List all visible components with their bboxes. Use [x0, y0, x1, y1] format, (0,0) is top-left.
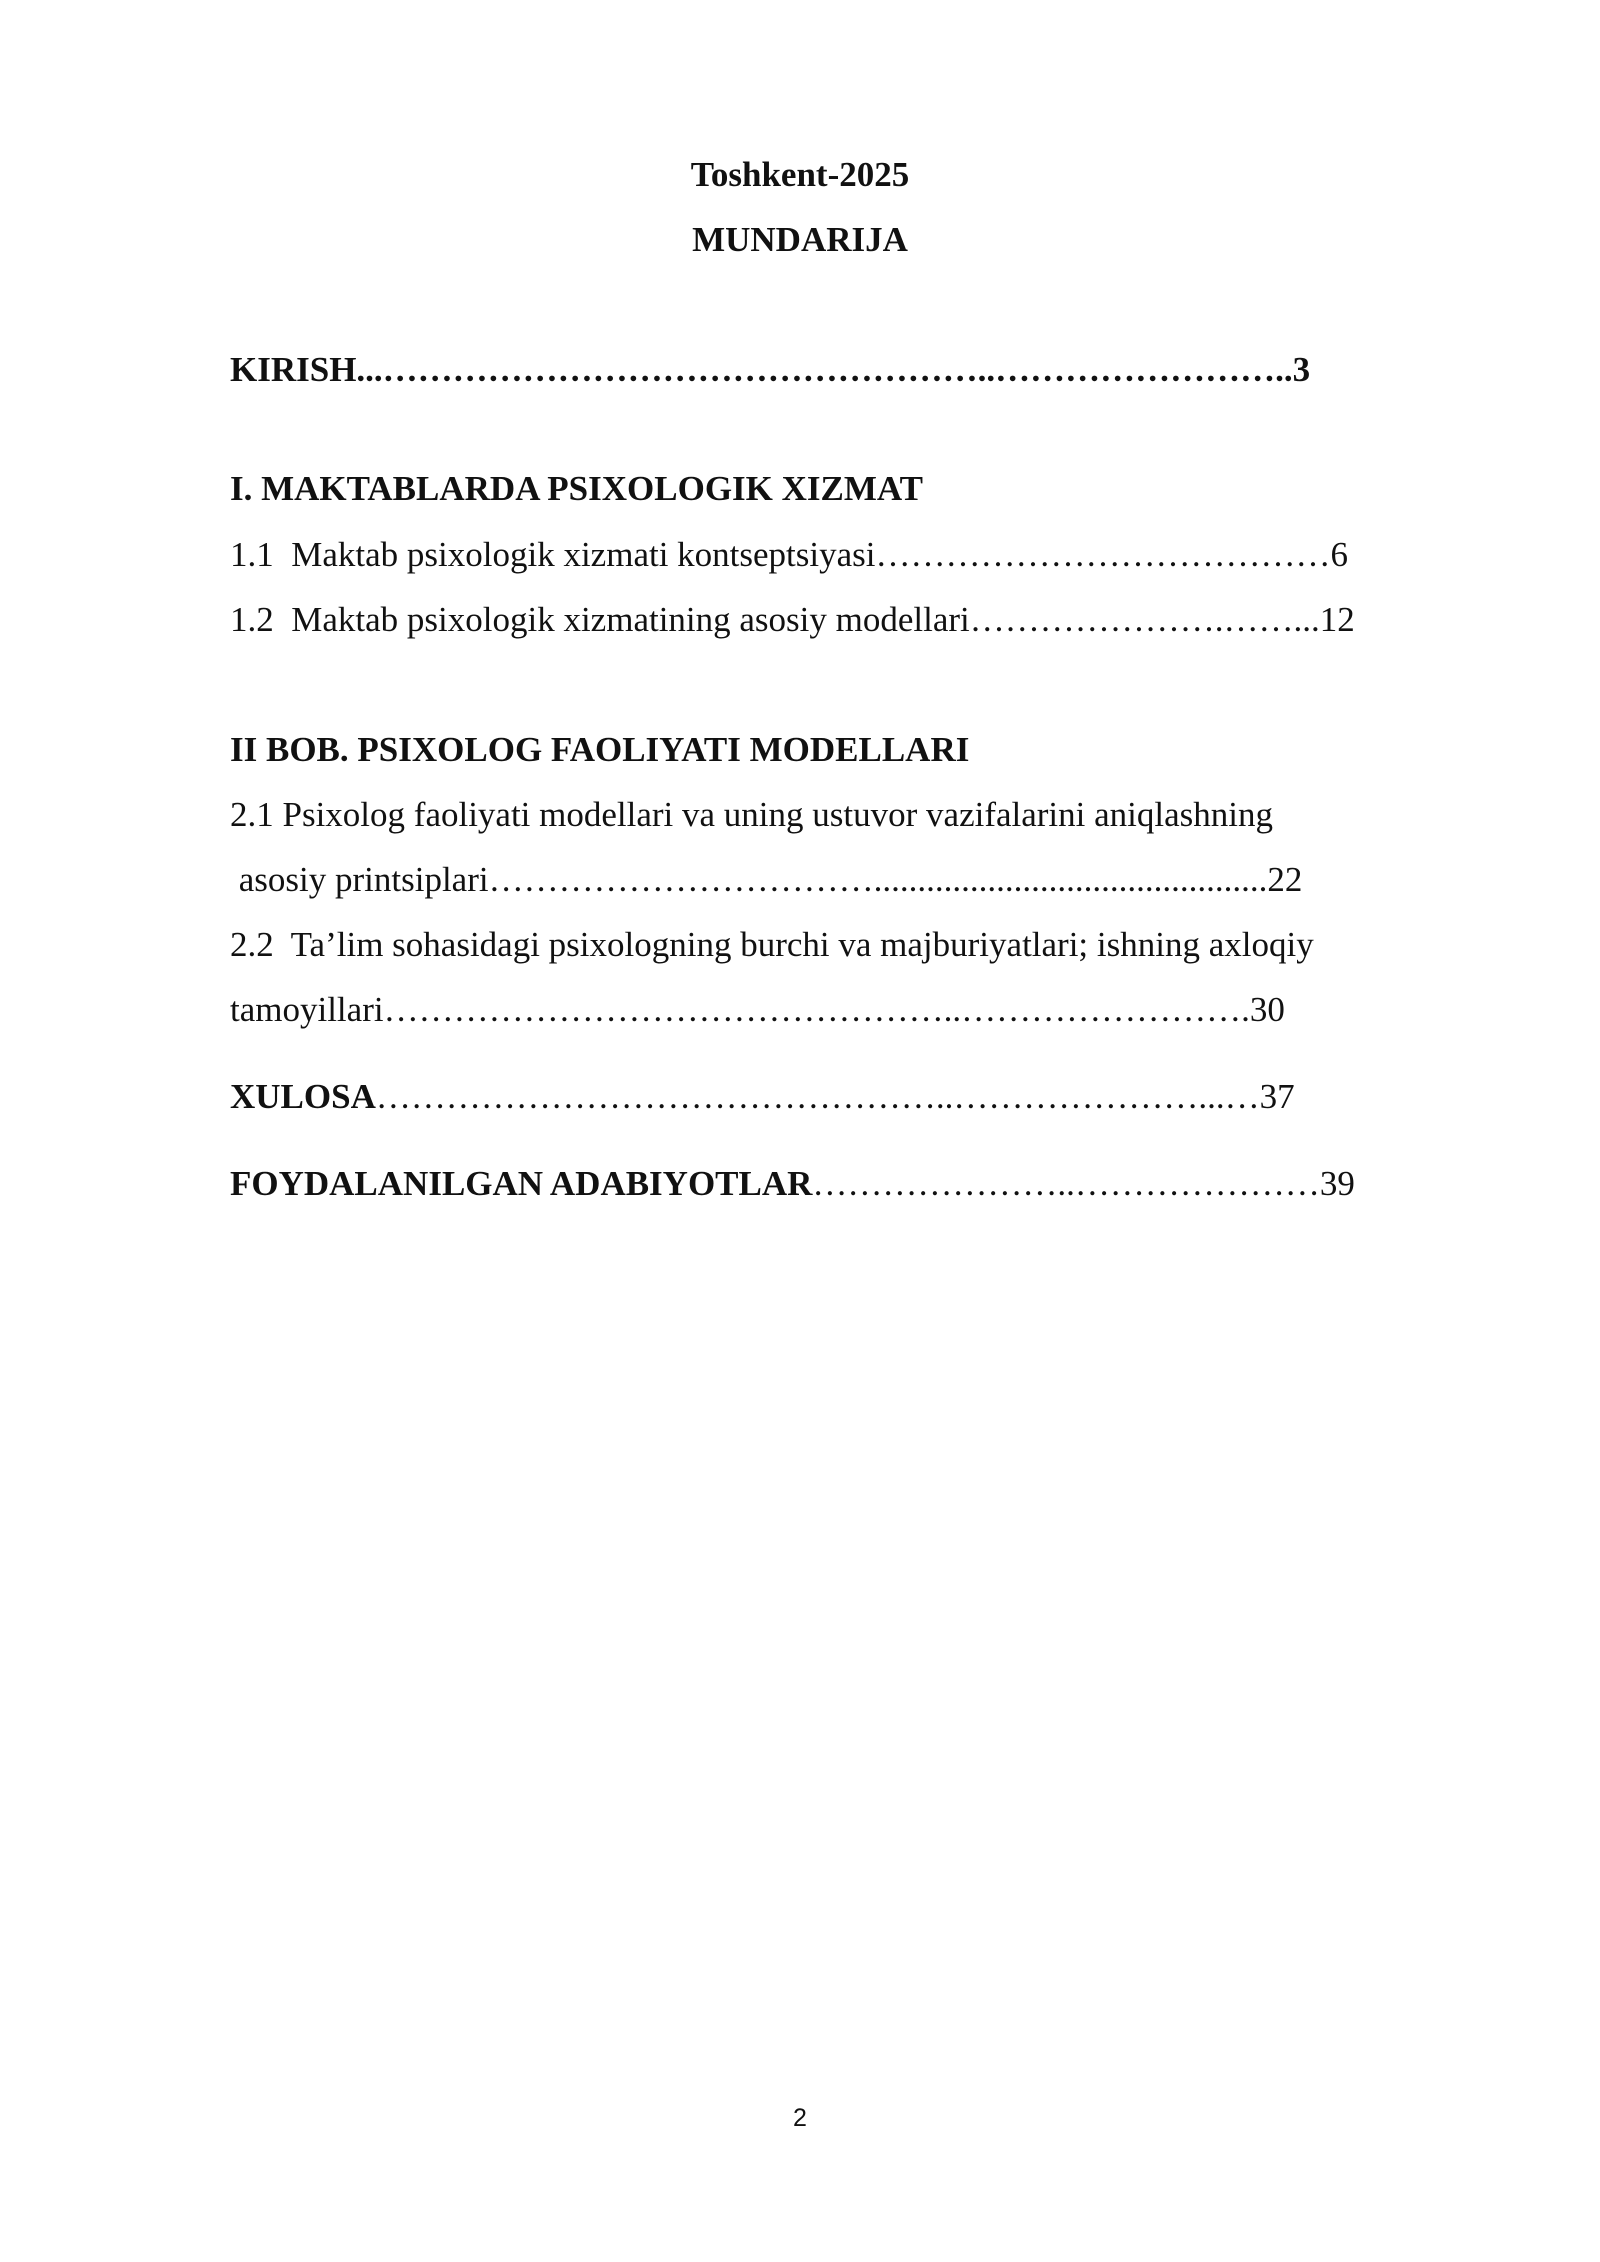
toc-references-label: FOYDALANILGAN ADABIYOTLAR [230, 1164, 813, 1203]
toc-conclusion-leader: …………………………………………..…………………...…37 [375, 1077, 1295, 1116]
toc-entry-conclusion [230, 1077, 1295, 1117]
toc-entry-1-1: 1.1 Maktab psixologik xizmati kontseptsiyasi…………………………………6 [230, 535, 1349, 574]
page-number: 2 [793, 2104, 807, 2132]
toc-entry-intro: KIRISH...……………………………………………..……………………..3 [230, 350, 1311, 389]
toc-conclusion-label: XULOSA [230, 1077, 376, 1116]
toc-chapter-2-title: II BOB. PSIXOLOG FAOLIYATI MODELLARI [230, 730, 970, 769]
toc-entry-1-2: 1.2 Maktab psixologik xizmatining asosiy modellari………………….……...12 [230, 600, 1355, 639]
toc-entry-2-1-line-2: asosiy printsiplari…………………………….............................................22 [230, 860, 1303, 899]
toc-chapter-1-title: I. MAKTABLARDA PSIXOLOGIK XIZMAT [230, 469, 923, 508]
toc-entry-2-2-line-1: 2.2 Ta’lim sohasidagi psixologning burchi va majburiyatlari; ishning axloqiy [230, 925, 1314, 964]
toc-entry-2-2-line-2: tamoyillari…………………………………………..…………………….30 [230, 990, 1285, 1029]
city-year-heading: Toshkent-2025 [690, 155, 910, 194]
toc-entry-references [230, 1164, 1355, 1204]
table-of-contents-title: MUNDARIJA [692, 220, 908, 259]
toc-entry-2-1-line-1: 2.1 Psixolog faoliyati modellari va uning ustuvor vazifalarini aniqlashning [230, 795, 1273, 834]
toc-references-leader: …………………..…………………39 [812, 1164, 1355, 1203]
